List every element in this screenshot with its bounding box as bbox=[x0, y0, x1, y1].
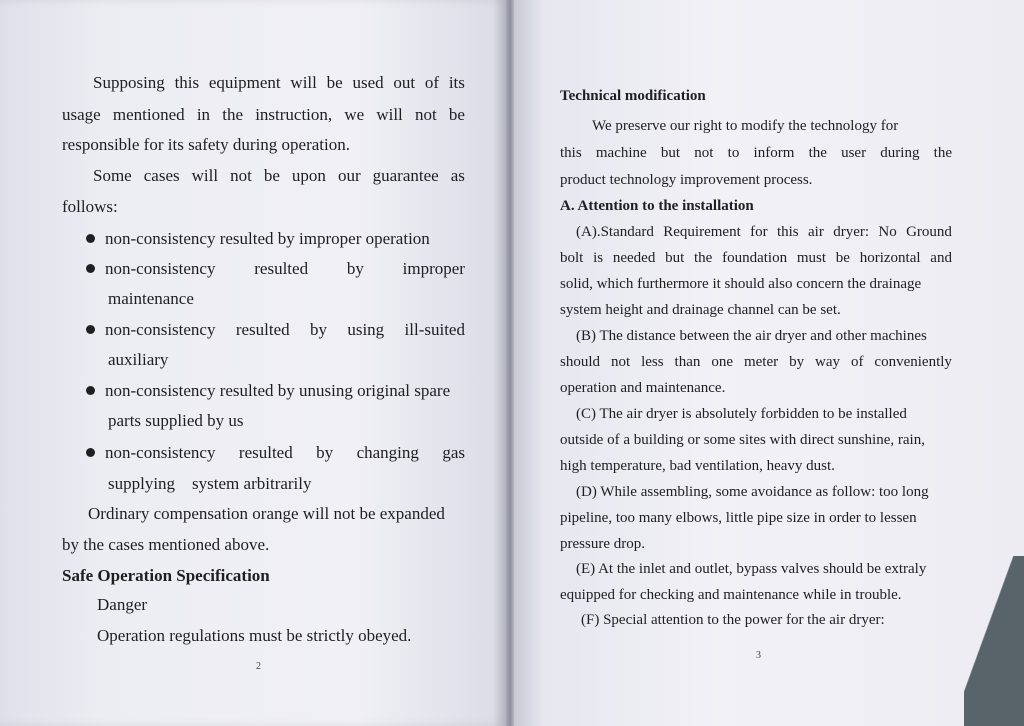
word: but bbox=[665, 250, 685, 266]
item-b-line1: (B) The distance between the air dryer and other machines bbox=[576, 328, 927, 344]
word: horizontal bbox=[859, 250, 921, 266]
word: mentioned bbox=[112, 105, 185, 124]
item-a-line4: system height and drainage channel can be set. bbox=[560, 302, 841, 318]
word: (A).Standard bbox=[576, 224, 654, 240]
left-para2-line2: follows: bbox=[62, 197, 118, 216]
word: the bbox=[694, 250, 713, 266]
word: as bbox=[450, 166, 465, 185]
word: this bbox=[560, 145, 582, 161]
word: equipment bbox=[208, 73, 281, 92]
bullet-5-line1 bbox=[105, 444, 465, 461]
item-d-line3: pressure drop. bbox=[560, 536, 645, 552]
word: by bbox=[789, 354, 805, 370]
item-a-line1 bbox=[576, 225, 952, 240]
word: by bbox=[316, 443, 334, 462]
word: foundation bbox=[722, 250, 788, 266]
word: not bbox=[694, 145, 714, 161]
left-para1-line3: responsible for its safety during operation. bbox=[62, 135, 350, 154]
word: bolt bbox=[560, 250, 584, 266]
bullet-3-line1 bbox=[105, 321, 465, 338]
word: the bbox=[933, 145, 952, 161]
book-gutter bbox=[506, 0, 514, 726]
bullet-icon bbox=[86, 386, 95, 395]
item-d-line2: pipeline, too many elbows, little pipe size in order to lessen bbox=[560, 510, 917, 526]
word: improper bbox=[402, 259, 465, 278]
word: usage bbox=[62, 105, 101, 124]
word: user bbox=[841, 145, 867, 161]
left-para3-line1: Ordinary compensation orange will not be expanded bbox=[88, 504, 445, 523]
item-b-line2 bbox=[560, 355, 952, 370]
word: No bbox=[878, 224, 897, 240]
left-para3-line2: by the cases mentioned above. bbox=[62, 535, 270, 554]
word: than bbox=[674, 354, 701, 370]
word: should bbox=[560, 354, 601, 370]
left-para2-line1 bbox=[93, 167, 465, 184]
tech-line3: product technology improvement process. bbox=[560, 172, 813, 188]
word: will bbox=[191, 166, 219, 185]
word: not bbox=[610, 354, 631, 370]
word: during bbox=[880, 145, 920, 161]
word: be bbox=[448, 105, 465, 124]
word: resulted bbox=[254, 259, 309, 278]
right-page-number: 3 bbox=[756, 650, 761, 661]
word: gas bbox=[442, 443, 465, 462]
word: but bbox=[660, 145, 681, 161]
left-para1-line1 bbox=[93, 74, 465, 91]
word: we bbox=[344, 105, 365, 124]
bullet-icon bbox=[86, 264, 95, 273]
tech-line2 bbox=[560, 146, 952, 161]
word: instruction, bbox=[255, 105, 333, 124]
word: of bbox=[424, 73, 440, 92]
right-heading-technical: Technical modification bbox=[560, 88, 706, 104]
word: guarantee bbox=[372, 166, 439, 185]
word: machine bbox=[595, 145, 647, 161]
bullet-1-line1: non-consistency resulted by improper operation bbox=[105, 229, 430, 248]
bullet-icon bbox=[86, 448, 95, 457]
word: Some bbox=[93, 166, 132, 185]
word: this bbox=[174, 73, 200, 92]
word: in bbox=[196, 105, 211, 124]
word: out bbox=[393, 73, 416, 92]
tech-line1: We preserve our right to modify the technology for bbox=[592, 118, 899, 134]
word: less bbox=[641, 354, 664, 370]
word: and bbox=[930, 250, 952, 266]
word: not bbox=[230, 166, 252, 185]
item-c-line2: outside of a building or some sites with direct sunshine, rain, bbox=[560, 432, 925, 448]
word: conveniently bbox=[874, 354, 952, 370]
danger-label: Danger bbox=[97, 595, 148, 614]
bullet-icon bbox=[86, 325, 95, 334]
item-c-line3: high temperature, bad ventilation, heavy dust. bbox=[560, 458, 835, 474]
word: the bbox=[222, 105, 244, 124]
word: be bbox=[326, 73, 343, 92]
word: must bbox=[796, 250, 827, 266]
word: be bbox=[835, 250, 850, 266]
word: non-consistency bbox=[105, 443, 216, 462]
left-para1-line2 bbox=[62, 106, 465, 123]
word: inform bbox=[753, 145, 795, 161]
word: needed bbox=[612, 250, 656, 266]
word: Supposing bbox=[93, 73, 165, 92]
word: using bbox=[347, 320, 385, 339]
word: meter bbox=[743, 354, 779, 370]
word: by bbox=[310, 320, 327, 339]
word: way bbox=[815, 354, 841, 370]
item-a-line2 bbox=[560, 251, 952, 266]
item-e-line1: (E) At the inlet and outlet, bypass valves should be extraly bbox=[576, 561, 927, 577]
bullet-4-line2: parts supplied by us bbox=[108, 411, 244, 430]
word: the bbox=[808, 145, 827, 161]
word: will bbox=[376, 105, 403, 124]
word: upon bbox=[291, 166, 326, 185]
word: one bbox=[711, 354, 733, 370]
item-e-line2: equipped for checking and maintenance while in trouble. bbox=[560, 587, 902, 603]
page-corner-shadow bbox=[964, 556, 1024, 726]
word: cases bbox=[143, 166, 180, 185]
word: ill-suited bbox=[404, 320, 465, 339]
item-b-line3: operation and maintenance. bbox=[560, 380, 726, 396]
left-section-heading: Safe Operation Specification bbox=[62, 566, 270, 585]
bullet-2-line2: maintenance bbox=[108, 289, 194, 308]
bullet-5-line2: supplying system arbitrarily bbox=[108, 474, 312, 493]
bullet-4-line1: non-consistency resulted by unusing original spare bbox=[105, 381, 451, 400]
word: non-consistency bbox=[105, 320, 216, 339]
item-d-line1: (D) While assembling, some avoidance as follow: too long bbox=[576, 484, 929, 500]
word: to bbox=[727, 145, 740, 161]
word: be bbox=[263, 166, 280, 185]
word: not bbox=[414, 105, 437, 124]
regulation-text: Operation regulations must be strictly obeyed. bbox=[97, 626, 412, 645]
word: our bbox=[337, 166, 361, 185]
word: is bbox=[593, 250, 604, 266]
word: dryer: bbox=[833, 224, 870, 240]
word: used bbox=[352, 73, 384, 92]
word: air bbox=[808, 224, 824, 240]
item-a-line3: solid, which furthermore it should also concern the drainage bbox=[560, 276, 922, 292]
word: changing bbox=[356, 443, 419, 462]
word: resulted bbox=[235, 320, 290, 339]
left-page-number: 2 bbox=[256, 661, 261, 672]
right-heading-installation: A. Attention to the installation bbox=[560, 198, 754, 214]
word: this bbox=[776, 224, 799, 240]
word: by bbox=[346, 259, 364, 278]
item-c-line1: (C) The air dryer is absolutely forbidden to be installed bbox=[576, 406, 907, 422]
bullet-3-line2: auxiliary bbox=[108, 350, 169, 369]
bullet-icon bbox=[86, 234, 95, 243]
word: of bbox=[850, 354, 864, 370]
bullet-2-line1 bbox=[105, 260, 465, 277]
item-f-line1: (F) Special attention to the power for the air dryer: bbox=[581, 612, 885, 628]
word: non-consistency bbox=[105, 259, 216, 278]
word: for bbox=[750, 224, 768, 240]
word: Requirement bbox=[663, 224, 741, 240]
word: Ground bbox=[906, 224, 952, 240]
word: will bbox=[290, 73, 317, 92]
word: its bbox=[448, 73, 465, 92]
word: resulted bbox=[238, 443, 293, 462]
